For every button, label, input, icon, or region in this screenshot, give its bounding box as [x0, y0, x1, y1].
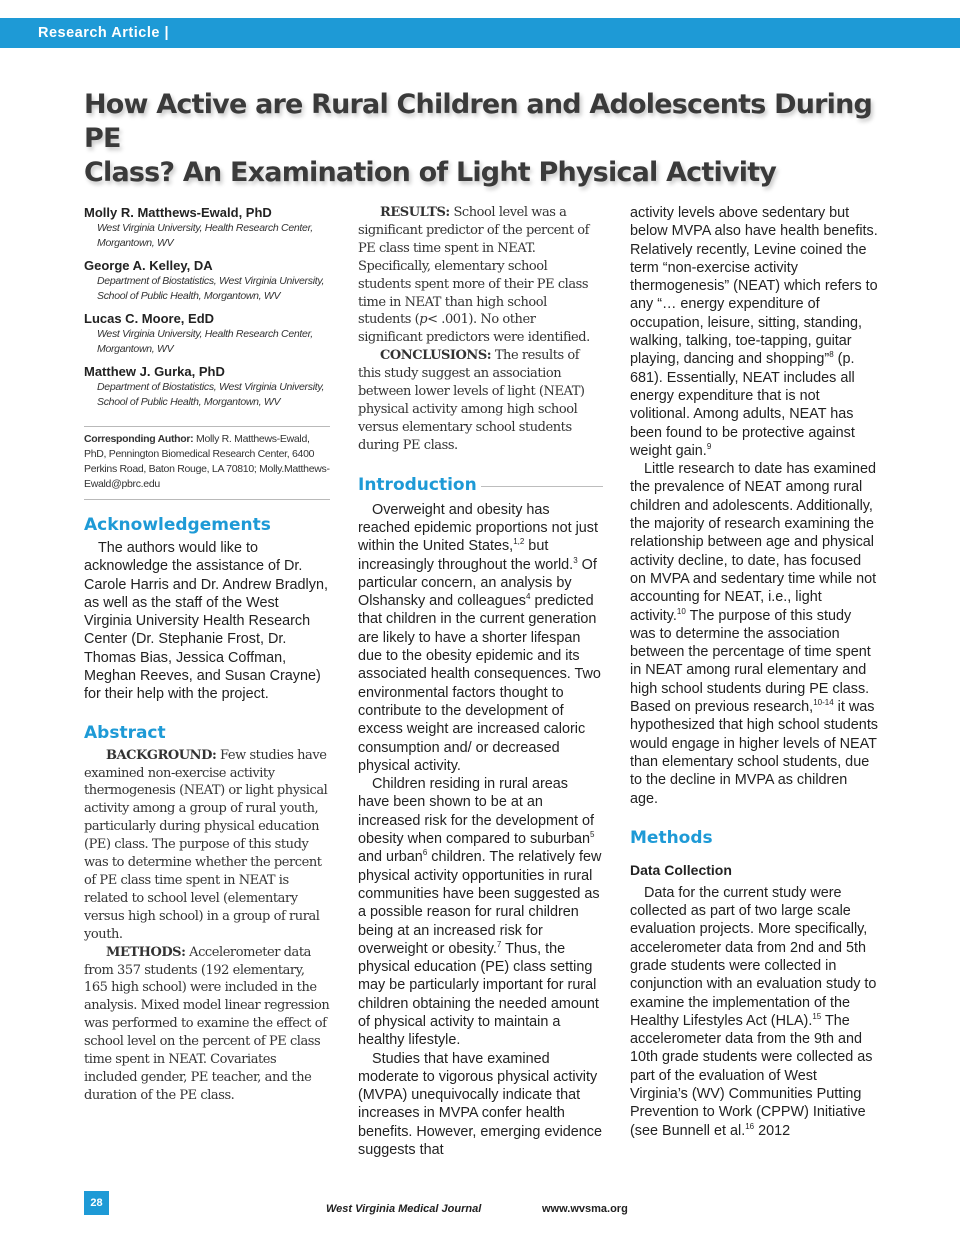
author-affiliation: Morgantown, WV: [97, 237, 174, 249]
corresponding-author-text: Molly R. Matthews-Ewald, PhD, Pennington Biomedical Research Center, 6400 Perkins Road, Baton Rouge, LA 70810; Molly.Matthews-Ewald@pbrc.edu: [84, 433, 330, 490]
corresponding-author-label: Corresponding Author:: [84, 433, 194, 445]
introduction-paragraph-1: [358, 501, 603, 775]
introduction-paragraph-2: [358, 775, 603, 1049]
introduction-paragraph-3: Studies that have examined moderate to vigorous physical activity (MVPA) unequivocally indicate that increases in MVPA confer health benefits. However, emerging evidence suggests that: [358, 1050, 602, 1159]
data-collection-subheading: Data Collection: [630, 861, 732, 878]
abstract-conclusions-label: CONCLUSIONS:: [380, 348, 492, 364]
section-label: Research Article |: [38, 25, 169, 41]
text-run: but increasingly throughout the world.: [358, 538, 574, 573]
p-value-symbol: p: [419, 312, 428, 328]
text-run: predicted that children in the current generation are likely to have a shorter lifespan due to the obesity epidemic and its associated health consequences. Two environmental factors thought to contribute to the development of excess weight are increased caloric consumption and/ or decreased physical activity.: [358, 593, 601, 774]
text-run: Data for the current study were collected as part of two large scale evaluation projects. More specifically, accelerometer data from 2nd and 5th grade students were collected in conjunction with an evaluation study to examine the implementation of the Healthy Lifestyles Act (HLA).: [630, 884, 877, 1029]
abstract-background: [84, 747, 330, 944]
article-title: [84, 88, 874, 190]
author-name: George A. Kelley, DA: [84, 258, 213, 273]
citation: 10: [676, 606, 686, 616]
abstract-background-text: Few studies have examined non-exercise activity thermogenesis (NEAT) or light physical activity among a group of rural youth, particularly during physical education (PE) class. The purpose of this study was to determine whether the percent of PE class time spent in NEAT is related to school level (elementary versus high school) in a group of rural youth.: [84, 747, 328, 942]
methods-heading: Methods: [630, 827, 713, 848]
citation: 3: [573, 555, 578, 565]
introduction-heading: Introduction: [358, 474, 477, 495]
abstract-conclusions-text: The results of this study suggest an association between lower levels of light (NEAT) physical activity among high school versus elementary school students during PE class.: [358, 348, 585, 453]
abstract-methods-label: METHODS:: [106, 944, 186, 960]
abstract-heading: Abstract: [84, 722, 166, 743]
citation: 1,2: [513, 537, 525, 547]
author-affiliation: Department of Biostatistics, West Virginia University,: [97, 381, 325, 393]
citation: 15: [812, 1012, 822, 1022]
text-run: (p. 681). Essentially, NEAT includes all energy expenditure that is not volitional. Among adults, NEAT has been found to be protective against weight gain.: [630, 351, 855, 459]
introduction-paragraph-4: [630, 460, 878, 808]
heading-rule: [481, 486, 603, 487]
text-run: The purpose of this study was to determine the association between the percentage of time spent in NEAT among rural elementary and high school students during PE class. Based on previous research,: [630, 607, 871, 716]
abstract-background-label: BACKGROUND:: [106, 747, 217, 763]
title-line-1: How Active are Rural Children and Adolescents During PE: [84, 89, 873, 154]
citation: 7: [496, 940, 502, 950]
text-run: and urban: [358, 849, 423, 866]
text-run: Overweight and obesity has reached epidemic proportions not just within the United States,: [358, 501, 598, 555]
introduction-heading-row: [358, 474, 603, 496]
footer-journal-name: West Virginia Medical Journal: [326, 1203, 482, 1215]
citation: 4: [526, 592, 531, 602]
abstract-results-text-b: < .001). No other significant predictors were identified.: [358, 312, 590, 346]
author-name: Molly R. Matthews-Ewald, PhD: [84, 205, 272, 220]
citation: 8: [829, 350, 834, 360]
text-run: activity levels above sedentary but below MVPA also have health benefits. Relatively recently, Levine coined the term “non-exercise activity thermogenesis” (NEAT) which refers to any “… energy expenditure of occupation, leisure, sitting, standing, walking, talking, toe-tapping, guitar playing, dancing and shopping”: [630, 205, 878, 368]
abstract-results-label: RESULTS:: [380, 205, 450, 220]
abstract-conclusions: [358, 347, 603, 454]
author-block: [84, 204, 330, 251]
column-middle: [358, 204, 603, 1159]
author-block: [84, 363, 330, 410]
citation: 16: [745, 1121, 755, 1131]
corresponding-author-box: [84, 426, 330, 500]
text-run: Thus, the physical education (PE) class setting may be particularly important for rural children obtaining the needed amount of physical activity to maintain a healthy lifestyle.: [358, 940, 599, 1049]
author-affiliation: School of Public Health, Morgantown, WV: [97, 396, 281, 408]
introduction-paragraph-3-continued: [630, 204, 878, 460]
citation: 10-14: [813, 698, 834, 708]
abstract-methods: [84, 944, 330, 1105]
text-run: Of particular concern, an analysis by Olshansky and colleagues: [358, 556, 597, 610]
citation: 9: [706, 442, 712, 452]
text-run: children. The relatively few physical activity opportunities in rural communities have been suggested as a possible reason for rural children being at an increased risk for overweight or obesity.: [358, 849, 602, 957]
acknowledgements-text: The authors would like to acknowledge the assistance of Dr. Carole Harris and Dr. Andrew Bradlyn, as well as the staff of the West Virginia University Health Research Center (Dr. Stephanie Frost, Dr. Thomas Bias, Jessica Coffman, Meghan Reeves, and Susan Crayne) for their help with the project.: [84, 540, 328, 703]
text-run: 2012: [754, 1122, 791, 1139]
author-affiliation: West Virginia University, Health Research Center,: [97, 328, 313, 340]
methods-paragraph-1: [630, 884, 878, 1140]
footer-url: www.wvsma.org: [542, 1203, 628, 1215]
section-header-bar: [0, 18, 960, 48]
acknowledgements-heading: Acknowledgements: [84, 515, 271, 535]
author-affiliation: West Virginia University, Health Research Center,: [97, 222, 313, 234]
author-affiliation: Department of Biostatistics, West Virginia University,: [97, 275, 325, 287]
column-right: [630, 204, 878, 1140]
column-left: [84, 204, 330, 1105]
abstract-results: [358, 204, 603, 347]
author-name: Matthew J. Gurka, PhD: [84, 364, 225, 379]
page-number-badge: 28: [84, 1191, 109, 1215]
author-block: [84, 310, 330, 357]
text-run: Little research to date has examined the prevalence of NEAT among rural children and adolescents. Additionally, the majority of research examining the relationship between age and physical activity decline, to date, has focused on MVPA and sedentary time while not accounting for NEAT, i.e., light activity.: [630, 461, 877, 624]
title-line-2: Class? An Examination of Light Physical Activity: [84, 157, 777, 188]
text-run: Children residing in rural areas have been shown to be at an increased risk for the development of obesity when compared to suburban: [358, 776, 594, 848]
author-name: Lucas C. Moore, EdD: [84, 311, 215, 326]
citation: 5: [590, 830, 595, 840]
author-affiliation: School of Public Health, Morgantown, WV: [97, 290, 281, 302]
text-run: it was hypothesized that high school students would engage in higher levels of NEAT than elementary school students, due to the decline in MVPA as children age.: [630, 699, 879, 807]
author-block: [84, 257, 330, 304]
abstract-methods-text: Accelerometer data from 357 students (192 elementary, 165 high school) were included in the analysis. Mixed model linear regression was performed to examine the effect of school level on the percent of PE class time spent in NEAT. Covariates included gender, PE teacher, and the duration of the PE class.: [84, 944, 330, 1103]
author-affiliation: Morgantown, WV: [97, 343, 174, 355]
citation: 6: [422, 848, 428, 858]
abstract-results-text: School level was a significant predictor of the percent of PE class time spent in NEAT. Specifically, elementary school students spent more of their PE class time in NEAT than high school students (: [358, 205, 590, 328]
text-run: The accelerometer data from the 9th and 10th grade students were collected as part of the evaluation of West Virginia’s (WV) Communities Putting Prevention to Work (CPPW) Initiative (see Bunnell et al.: [630, 1012, 873, 1139]
